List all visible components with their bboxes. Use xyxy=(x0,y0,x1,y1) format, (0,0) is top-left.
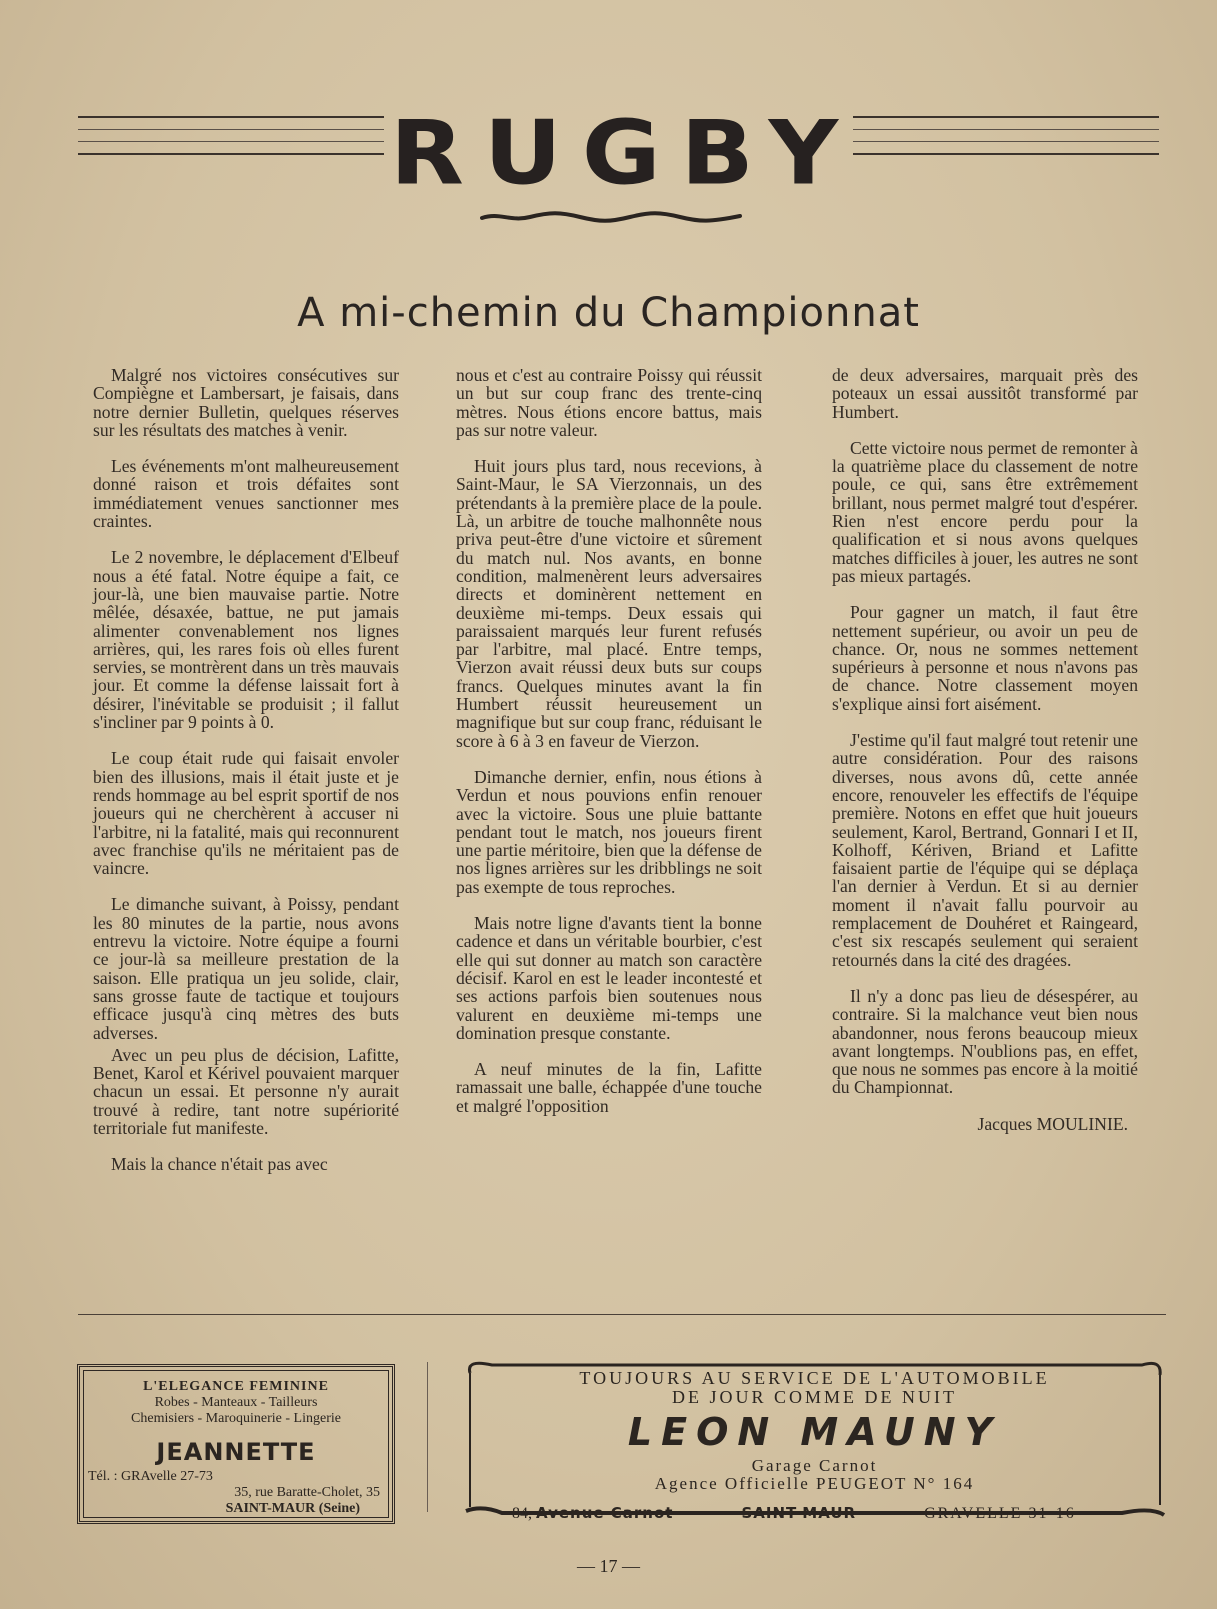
paragraph: Il n'y a donc pas lieu de désespérer, au contraire. Si la malchance veut bien nous abandonner, nous ferons beaucoup mieux avant longtemps. N'oublions pas, en effet, que nous ne sommes pas encore à la moitié du Championnat. xyxy=(832,985,1138,1098)
paragraph: Pour gagner un match, il faut être nettement supérieur, ou avoir un peu de chance. Or, nous ne sommes nettement supérieurs à personne et nous n'avons pas de chance. Notre classement moyen s'explique ainsi fort aisément. xyxy=(832,602,1138,714)
advert-jeannette xyxy=(77,1364,395,1524)
ad-brand-name: JEANNETTE xyxy=(156,1438,316,1466)
ad-divider xyxy=(427,1362,428,1512)
ad-street: Avenue Carnot xyxy=(536,1504,674,1522)
paragraph: Huit jours plus tard, nous recevions, à Saint-Maur, le SA Vierzonnais, un des prétendants à la première place de la poule. Là, un arbitre de touche malhonnête nous priva peut-être d'une victoire et sûrement du match nul. Nos avants, en bonne condition, malmenèrent leurs adversaires directs et dominèrent nettement en deuxième mi-temps. Deux essais qui paraissaient marqués leur furent refusés par l'arbitre, mal placé. Entre temps, Vierzon avait réussi deux buts sur coups francs. Quelques minutes avant la fin Humbert réussit heureusement un magnifique but sur coup franc, réduisant le score à 6 à 3 en faveur de Vierzon. xyxy=(456,456,762,751)
paragraph: Malgré nos victoires consécutives sur Compiègne et Lambersart, je faisais, dans notre dernier Bulletin, quelques réserves sur les résultats des matches à venir. xyxy=(93,365,399,440)
article-column-1 xyxy=(93,366,399,1192)
ad-street-number: 84, xyxy=(512,1505,532,1522)
ad-phone: Tél. : GRAvelle 27-73 xyxy=(88,1469,213,1484)
ad-tagline: TOUJOURS AU SERVICE DE L'AUTOMOBILE xyxy=(579,1368,1050,1388)
article-column-3 xyxy=(832,366,1138,1151)
ad-agency: Agence Officielle PEUGEOT N° 164 xyxy=(654,1474,975,1493)
ad-brand-name: LEON MAUNY xyxy=(627,1410,1002,1454)
section-title: RUGBY xyxy=(390,101,859,205)
ad-tagline: DE JOUR COMME DE NUIT xyxy=(672,1387,957,1407)
paragraph: J'estime qu'il faut malgré tout retenir une autre considération. Pour des raisons diverses, nous avons dû, cette année encore, renouveler les effectifs de l'équipe première. Notons en effet que huit joueurs seulement, Karol, Bertrand, Gonnari I et II, Kolhoff, Kériven, Briand et Lafitte faisaient partie de l'équipe qui se déplaça l'an dernier à Verdun. Et si au dernier moment il n'avait fallu pourvoir au remplacement de Douhéret et Raingeard, c'est six rescapés seulement qui seraient retournés dans la cité des dragées. xyxy=(832,730,1138,970)
ad-address: 35, rue Baratte-Cholet, 35 xyxy=(234,1485,380,1500)
paragraph: Le 2 novembre, le déplacement d'Elbeuf nous a été fatal. Notre équipe a fait, ce jour-là, une bien mauvaise partie. Notre mêlée, désaxée, battue, ne put jamais alimenter convenablement nos lignes arrières, qui, les rares fois où elles furent servies, se montrèrent dans un très mauvais jour. Et comme la défense laissait fort à désirer, l'inévitable se produisit ; il fallut s'incliner par 9 points à 0. xyxy=(93,547,399,733)
header-rule-right xyxy=(853,116,1159,162)
page-number: — 17 — xyxy=(577,1556,640,1576)
paragraph: A neuf minutes de la fin, Lafitte ramassait une balle, échappée d'une touche et malgré l'opposition xyxy=(456,1059,762,1116)
advert-leon-mauny xyxy=(462,1355,1167,1523)
ad-garage-name: Garage Carnot xyxy=(751,1456,878,1475)
ad-city: SAINT-MAUR xyxy=(741,1504,857,1522)
title-ornament xyxy=(480,210,742,224)
paragraph: Le dimanche suivant, à Poissy, pendant les 80 minutes de la partie, nous avons entrevu la victoire. Notre équipe a fourni ce jour-là sa meilleure prestation de la saison. Elle pratiqua un jeu solide, clair, sans grosse faute de tactique et toujours efficace jusqu'à cinq mètres des buts adverses. xyxy=(93,894,399,1043)
ad-products-line: Chemisiers - Maroquinerie - Lingerie xyxy=(131,1411,341,1426)
article-column-2 xyxy=(456,366,762,1133)
paragraph: Dimanche dernier, enfin, nous étions à Verdun et nous pouvions enfin renouer avec la victoire. Sous une pluie battante pendant tout le match, nos joueurs firent une partie méritoire, bien que la défense de nos lignes arrières sur les dribblings ne soit pas exempte de tous reproches. xyxy=(456,766,762,897)
paragraph: nous et c'est au contraire Poissy qui réussit un but sur coup franc des trente-cinq mètres. Nous étions encore battus, mais pas sur notre valeur. xyxy=(456,365,762,440)
paragraph: Cette victoire nous permet de remonter à la quatrième place du classement de notre poule, ce qui, sans être extrêmement brillant, nous permet malgré tout d'espérer. Rien n'est encore perdu pour la qualification et si nous avons quelques matches difficiles à jouer, les autres ne sont pas mieux partagés. xyxy=(832,437,1138,586)
paragraph: Les événements m'ont malheureusement donné raison et trois défaites sont immédiatement venues sanctionner mes craintes. xyxy=(93,456,399,532)
ad-products-line: Robes - Manteaux - Tailleurs xyxy=(154,1395,318,1410)
ad-shop-name: L'ELEGANCE FEMININE xyxy=(143,1379,329,1394)
ad-city: SAINT-MAUR (Seine) xyxy=(225,1501,360,1516)
ad-phone: GRAVELLE 31-16 xyxy=(924,1505,1076,1522)
ad-dash: — xyxy=(699,1505,716,1522)
divider xyxy=(78,1314,1166,1315)
header-rule-left xyxy=(78,116,384,162)
ad-address-line xyxy=(462,1503,1167,1524)
author-signature: Jacques MOULINIE. xyxy=(977,1113,1128,1134)
paragraph: Mais la chance n'était pas avec xyxy=(111,1154,328,1175)
paragraph: de deux adversaires, marquait près des poteaux un essai aussitôt transformé par Humbert. xyxy=(832,365,1138,422)
article-headline: A mi-chemin du Championnat xyxy=(297,290,920,336)
paragraph: Le coup était rude qui faisait envoler bien des illusions, mais il était juste et je rends hommage au bel esprit sportif de nos joueurs qui ne cherchèrent à accuser ni l'arbitre, ni la fatalité, mais qui reconnurent avec franchise qu'ils ne méritaient pas de vaincre. xyxy=(93,748,399,879)
paragraph: Mais notre ligne d'avants tient la bonne cadence et dans un véritable bourbier, c'est elle qui sut donner au match son caractère décisif. Karol en est le leader incontesté et ses actions parfois bien soutenues nous valurent en deuxième mi-temps une domination presque constante. xyxy=(456,913,762,1043)
paragraph: Avec un peu plus de décision, Lafitte, Benet, Karol et Kérivel pouvaient marquer chacun un essai. Et personne n'y aurait trouvé à redire, tant notre supériorité territoriale fut manifeste. xyxy=(93,1044,399,1138)
